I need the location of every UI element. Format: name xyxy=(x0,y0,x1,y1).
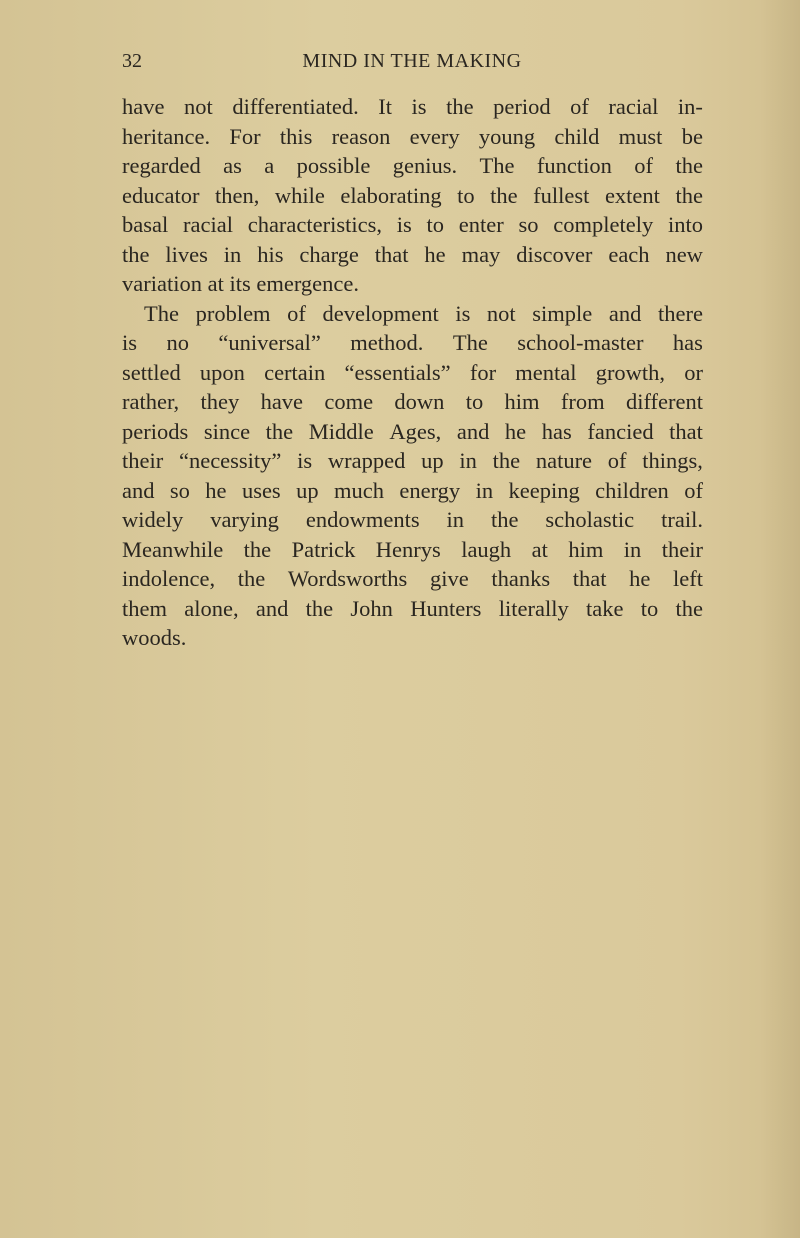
text-line xyxy=(122,594,703,624)
word: as xyxy=(223,153,242,178)
word: every xyxy=(409,123,460,149)
word: the xyxy=(446,94,474,119)
word: literally xyxy=(498,595,569,621)
text-line xyxy=(122,505,703,535)
word: method. xyxy=(350,330,424,355)
word: fullest xyxy=(533,182,590,208)
word: in xyxy=(223,241,242,267)
word: Patrick xyxy=(291,536,356,562)
word: educator xyxy=(122,182,200,208)
word: mental xyxy=(515,359,577,385)
word: possible xyxy=(296,153,371,178)
word: to xyxy=(457,182,475,208)
word: be xyxy=(681,123,703,149)
word: The xyxy=(144,300,179,326)
text-line xyxy=(122,299,703,329)
word: the xyxy=(243,536,272,562)
word: he xyxy=(504,418,527,444)
word: rather, xyxy=(122,389,180,414)
word: Hunters xyxy=(410,595,482,621)
word: thanks xyxy=(491,566,551,591)
word: and xyxy=(456,418,490,444)
page-edge-shadow xyxy=(760,0,800,1238)
text-line xyxy=(122,181,703,211)
word: have xyxy=(260,389,304,414)
word: “universal” xyxy=(218,330,321,355)
word: must xyxy=(618,123,663,149)
word: the xyxy=(675,595,703,621)
word: in xyxy=(475,477,494,503)
word: left xyxy=(673,566,703,591)
word: children xyxy=(595,477,669,503)
word: the xyxy=(490,182,518,208)
word: the xyxy=(237,566,266,591)
text-line xyxy=(122,535,703,565)
word: up xyxy=(421,448,444,473)
word: certain xyxy=(264,359,326,385)
running-title: MIND IN THE MAKING xyxy=(302,50,522,72)
word: they xyxy=(200,389,240,414)
word: of xyxy=(684,477,703,503)
word: growth, xyxy=(595,359,666,385)
word: child xyxy=(554,123,600,149)
text-line xyxy=(122,240,703,270)
word: of xyxy=(634,153,654,178)
word: keeping xyxy=(508,477,580,503)
word: different xyxy=(625,389,703,414)
line-text: woods. xyxy=(122,625,187,650)
word: to xyxy=(465,389,484,414)
word: and xyxy=(608,300,642,326)
word: of xyxy=(607,448,627,473)
word: genius. xyxy=(392,153,458,178)
word: things, xyxy=(642,448,703,473)
word: their xyxy=(122,448,164,473)
word: heritance. xyxy=(122,123,211,149)
word: so xyxy=(518,212,539,237)
word: scholastic xyxy=(545,507,635,532)
word: their xyxy=(661,536,703,562)
word: while xyxy=(274,182,325,208)
word: upon xyxy=(199,359,245,385)
word: no xyxy=(166,330,189,355)
word: may xyxy=(461,241,501,267)
word: racial xyxy=(608,94,659,119)
word: lives xyxy=(165,241,208,267)
word: in xyxy=(459,448,477,473)
word: take xyxy=(585,595,624,621)
word: in xyxy=(446,507,465,532)
word: the xyxy=(675,182,703,208)
word: that xyxy=(572,566,607,591)
word: at xyxy=(531,536,548,562)
word: wrapped xyxy=(327,448,406,473)
word: much xyxy=(333,477,384,503)
word: reason xyxy=(331,123,391,149)
word: is xyxy=(411,94,427,119)
word: settled xyxy=(122,359,181,385)
body-text xyxy=(122,92,703,653)
word: the xyxy=(490,507,519,532)
word: and xyxy=(122,477,155,503)
word: regarded xyxy=(122,153,201,178)
word: widely xyxy=(122,507,184,532)
word: Wordsworths xyxy=(287,566,408,591)
word: so xyxy=(169,477,190,503)
word: differentiated. xyxy=(232,94,359,119)
word: is xyxy=(396,212,412,237)
text-line xyxy=(122,387,703,417)
word: the xyxy=(122,241,150,267)
word: “necessity” xyxy=(178,448,282,473)
word: his xyxy=(257,241,284,267)
word: Henrys xyxy=(375,536,441,562)
word: It xyxy=(378,94,392,119)
text-line xyxy=(122,92,703,122)
text-line xyxy=(122,269,703,299)
text-line xyxy=(122,328,703,358)
text-line xyxy=(122,564,703,594)
word: that xyxy=(374,241,409,267)
word: simple xyxy=(532,300,593,326)
word: a xyxy=(264,153,275,178)
word: Meanwhile xyxy=(122,536,224,562)
word: the xyxy=(492,448,521,473)
word: For xyxy=(229,123,261,149)
text-line xyxy=(122,210,703,240)
word: of xyxy=(287,300,306,326)
word: up xyxy=(296,477,319,503)
word: endowments xyxy=(305,507,420,532)
text-line xyxy=(122,623,703,653)
text-line xyxy=(122,151,703,181)
word: he xyxy=(205,477,227,503)
word: John xyxy=(350,595,393,621)
page-header xyxy=(122,50,702,76)
word: is xyxy=(455,300,471,326)
word: for xyxy=(469,359,497,385)
page-number: 32 xyxy=(122,50,142,72)
word: the xyxy=(305,595,334,621)
word: has xyxy=(672,330,703,355)
word: in xyxy=(623,536,642,562)
word: them xyxy=(122,595,167,621)
word: fancied xyxy=(587,418,654,444)
word: indolence, xyxy=(122,566,216,591)
word: has xyxy=(541,418,572,444)
word: discover xyxy=(516,241,593,267)
word: the xyxy=(675,153,703,178)
word: and xyxy=(255,595,289,621)
word: him xyxy=(568,536,604,562)
word: come xyxy=(324,389,374,414)
word: down xyxy=(394,389,445,414)
word: into xyxy=(667,212,703,237)
word: that xyxy=(669,418,703,444)
word: function xyxy=(536,153,612,178)
word: to xyxy=(426,212,445,237)
word: enter xyxy=(458,212,504,237)
word: uses xyxy=(241,477,281,503)
text-line xyxy=(122,446,703,476)
word: not xyxy=(486,300,516,326)
text-line xyxy=(122,358,703,388)
word: laugh xyxy=(461,536,512,562)
word: is xyxy=(122,330,138,355)
word: elaborating xyxy=(340,182,442,208)
word: charge xyxy=(299,241,359,267)
word: period xyxy=(493,94,551,119)
word: extent xyxy=(604,182,660,208)
word: of xyxy=(570,94,589,119)
word: young xyxy=(478,123,536,149)
word: development xyxy=(322,300,439,326)
word: varying xyxy=(210,507,279,532)
word: in- xyxy=(677,94,703,119)
word: The xyxy=(452,330,488,355)
word: he xyxy=(424,241,446,267)
word: or xyxy=(684,359,703,385)
word: problem xyxy=(195,300,271,326)
word: trail. xyxy=(661,507,703,532)
line-text: variation at its emergence. xyxy=(122,271,359,296)
word: him xyxy=(504,389,540,414)
text-line xyxy=(122,476,703,506)
word: not xyxy=(184,94,213,119)
word: is xyxy=(297,448,313,473)
word: Ages, xyxy=(389,418,442,444)
word: have xyxy=(122,94,165,119)
word: there xyxy=(657,300,703,326)
text-line xyxy=(122,417,703,447)
word: each xyxy=(608,241,650,267)
word: he xyxy=(629,566,651,591)
word: school-master xyxy=(517,330,644,355)
word: since xyxy=(203,418,251,444)
word: from xyxy=(560,389,605,414)
word: to xyxy=(640,595,659,621)
word: this xyxy=(279,123,313,149)
word: periods xyxy=(122,418,189,444)
word: give xyxy=(429,566,469,591)
word: basal xyxy=(122,212,169,237)
word: nature xyxy=(535,448,593,473)
word: The xyxy=(479,153,515,178)
word: characteristics, xyxy=(247,212,382,237)
word: energy xyxy=(399,477,461,503)
word: completely xyxy=(553,212,654,237)
word: then, xyxy=(214,182,260,208)
word: racial xyxy=(182,212,233,237)
word: the xyxy=(265,418,294,444)
text-line xyxy=(122,122,703,152)
word: “essentials” xyxy=(344,359,451,385)
word: new xyxy=(665,241,703,267)
word: Middle xyxy=(308,418,374,444)
word: alone, xyxy=(184,595,239,621)
